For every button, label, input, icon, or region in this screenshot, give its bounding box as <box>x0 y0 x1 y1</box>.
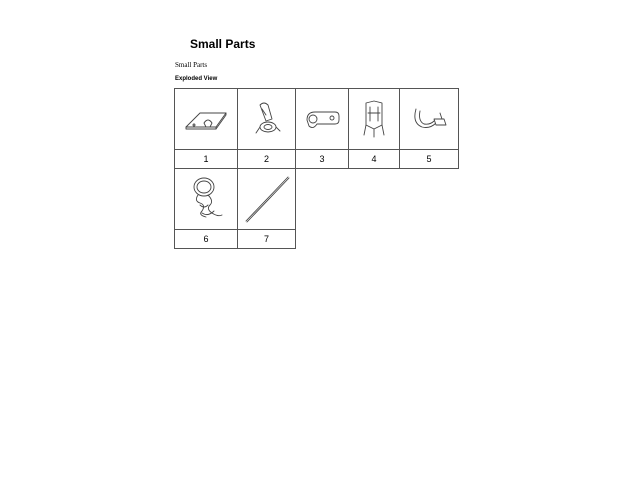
parts-table <box>174 88 459 249</box>
part-4-number[interactable]: 4 <box>349 150 400 169</box>
part-3-image-cell[interactable] <box>296 89 349 150</box>
part-1-image-cell[interactable] <box>175 89 238 150</box>
page-title: Small Parts <box>190 37 256 51</box>
spring-clip-icon <box>404 99 454 139</box>
hose-clamp-icon <box>178 171 234 227</box>
part-5-image-cell[interactable] <box>400 89 459 150</box>
empty-cell <box>296 169 459 230</box>
parts-image-row <box>175 89 459 150</box>
part-7-number[interactable]: 7 <box>238 230 296 249</box>
part-7-image-cell[interactable] <box>238 169 296 230</box>
plate-bracket-icon <box>178 99 234 139</box>
section-label-exploded-view: Exploded View <box>175 76 218 82</box>
part-2-number[interactable]: 2 <box>238 150 296 169</box>
empty-cell <box>296 230 459 249</box>
rod-icon <box>240 171 294 227</box>
parts-image-row-2 <box>175 169 459 230</box>
part-4-image-cell[interactable] <box>349 89 400 150</box>
part-5-number[interactable]: 5 <box>400 150 459 169</box>
page-subtitle: Small Parts <box>175 61 208 69</box>
part-3-number[interactable]: 3 <box>296 150 349 169</box>
push-pin-clip-icon <box>242 97 292 141</box>
part-6-image-cell[interactable] <box>175 169 238 230</box>
part-2-image-cell[interactable] <box>238 89 296 150</box>
part-6-number[interactable]: 6 <box>175 230 238 249</box>
parts-number-row <box>175 150 459 169</box>
parts-number-row-2 <box>175 230 459 249</box>
retainer-clip-icon <box>354 95 394 143</box>
cable-clamp-icon <box>299 102 345 136</box>
part-1-number[interactable]: 1 <box>175 150 238 169</box>
